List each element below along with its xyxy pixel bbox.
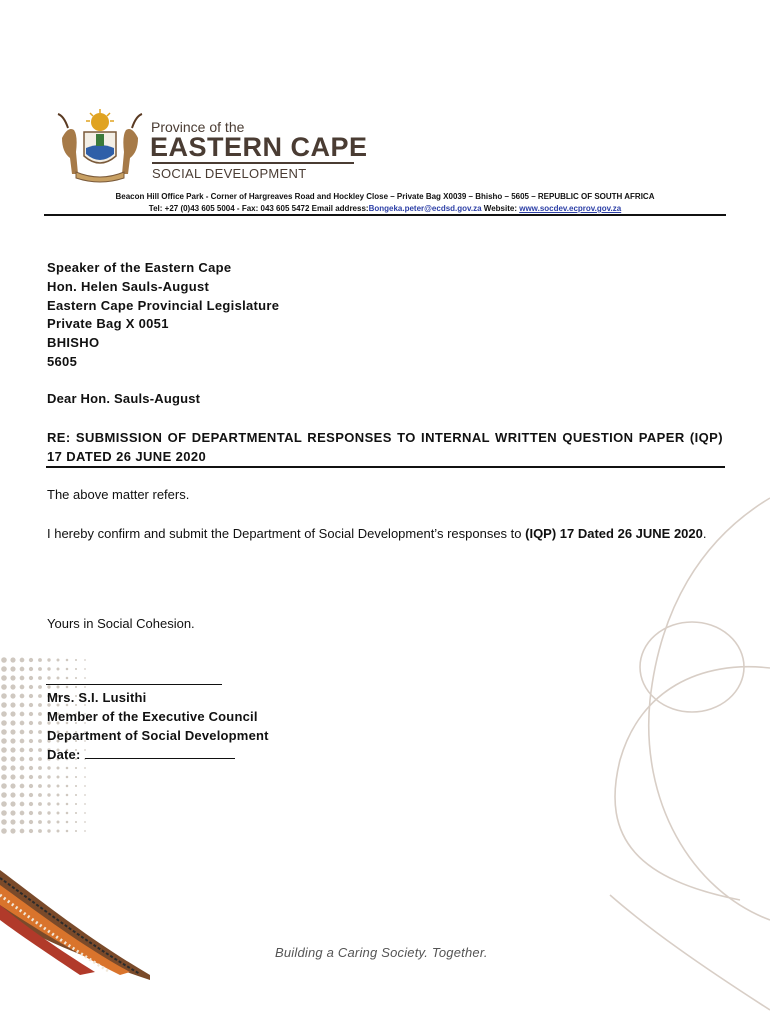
decor-dot: [29, 757, 33, 761]
decor-dot: [10, 684, 15, 689]
body-paragraph-1: The above matter refers.: [47, 487, 190, 502]
decor-dot: [29, 811, 33, 815]
decor-dot: [29, 712, 33, 716]
decor-dot: [20, 703, 25, 708]
decor-dot: [38, 793, 42, 797]
decor-dot: [20, 721, 25, 726]
decor-dot: [1, 783, 7, 789]
decor-dot: [10, 738, 15, 743]
website-label: Website:: [481, 204, 520, 213]
coat-of-arms-logo: [50, 108, 150, 186]
decor-dot: [20, 694, 25, 699]
decor-dot: [1, 729, 7, 735]
decor-dot: [38, 757, 42, 761]
decor-dot: [20, 757, 25, 762]
decor-dot: [38, 739, 42, 743]
decor-dot: [20, 775, 25, 780]
decor-dot: [47, 766, 50, 769]
decor-dot: [57, 668, 60, 671]
contact-prefix: Tel: +27 (0)43 605 5004 - Fax: 043 605 5472 Email address:: [148, 204, 369, 213]
decor-dot: [10, 747, 15, 752]
decor-dot: [1, 828, 7, 834]
decor-dot: [1, 684, 7, 690]
decor-dot: [38, 721, 42, 725]
decor-dot: [84, 830, 86, 832]
date-blank: [85, 747, 235, 759]
decor-dot: [47, 784, 50, 787]
decor-dot: [84, 659, 86, 661]
decor-dot: [20, 784, 25, 789]
decor-dot: [29, 784, 33, 788]
decor-dot: [10, 720, 15, 725]
decor-dot: [38, 658, 42, 662]
decor-dot: [1, 747, 7, 753]
decor-dot: [1, 711, 7, 717]
recipient-line: Eastern Cape Provincial Legislature: [47, 297, 280, 313]
decor-dot: [29, 721, 33, 725]
decor-dot: [29, 739, 33, 743]
beaded-band: [0, 870, 150, 980]
decor-dot: [47, 667, 50, 670]
signatory-title: Member of the Executive Council: [47, 709, 258, 724]
email-link[interactable]: Bongeka.peter@ecdsd.gov.za: [368, 204, 482, 213]
decor-dot: [1, 810, 7, 816]
date-row: [47, 745, 269, 764]
decor-dot: [57, 659, 60, 662]
decor-dot: [57, 812, 60, 815]
decor-dot: [10, 702, 15, 707]
signature-line: [46, 684, 222, 685]
decor-dot: [20, 667, 25, 672]
decor-dot: [29, 694, 33, 698]
decor-dot: [38, 802, 42, 806]
letterhead-contact: [44, 204, 726, 213]
decor-dot: [29, 685, 33, 689]
decor-dot: [66, 767, 69, 770]
letterhead-province-name: EASTERN CAPE: [150, 132, 368, 162]
decor-dot: [10, 819, 15, 824]
decor-dot: [10, 756, 15, 761]
decor-dot: [20, 748, 25, 753]
decor-dot: [20, 712, 25, 717]
decor-dot: [10, 765, 15, 770]
decor-dot: [75, 677, 77, 679]
decor-dot: [10, 792, 15, 797]
decor-dot: [10, 657, 15, 662]
decor-dot: [1, 738, 7, 744]
recipient-line: 5605: [47, 353, 78, 369]
paragraph-2-end: .: [702, 526, 707, 541]
decor-dot: [38, 748, 42, 752]
footer-tagline: Building a Caring Society. Together.: [275, 945, 488, 960]
decor-dot: [29, 829, 33, 833]
decor-dot: [38, 820, 42, 824]
signature-block: [47, 688, 269, 764]
decor-dot: [20, 739, 25, 744]
decor-dot: [20, 658, 25, 663]
decor-dot: [20, 685, 25, 690]
decor-dot: [66, 776, 69, 779]
decor-dot: [10, 675, 15, 680]
decor-dot: [66, 785, 69, 788]
decor-dot: [75, 767, 77, 769]
decor-dot: [38, 685, 42, 689]
decor-dot: [29, 820, 33, 824]
decor-dot: [38, 676, 42, 680]
decorative-arcs: [610, 498, 770, 1010]
decor-dot: [75, 785, 77, 787]
decor-dot: [75, 803, 77, 805]
decor-dot: [38, 703, 42, 707]
website-link[interactable]: www.socdev.ecprov.gov.za: [519, 204, 622, 213]
subject-rule: [46, 466, 725, 468]
decor-dot: [1, 720, 7, 726]
recipient-address: [47, 259, 279, 372]
decor-dot: [10, 783, 15, 788]
decor-dot: [75, 830, 77, 832]
decor-dot: [38, 694, 42, 698]
decor-dot: [1, 675, 7, 681]
decor-dot: [1, 693, 7, 699]
decor-dot: [38, 811, 42, 815]
decor-dot: [29, 748, 33, 752]
letterhead-address: Beacon Hill Office Park - Corner of Hargreaves Road and Hockley Close – Private Bag X0039 – Bhisho – 5605 – REPUBLIC OF SOUTH AFRICA: [115, 192, 655, 201]
decor-dot: [1, 801, 7, 807]
decor-dot: [20, 820, 25, 825]
recipient-line: BHISHO: [47, 335, 100, 351]
decor-dot: [66, 803, 69, 806]
decor-dot: [1, 702, 7, 708]
recipient-line: Speaker of the Eastern Cape: [47, 260, 232, 275]
decor-dot: [84, 803, 86, 805]
decor-dot: [57, 803, 60, 806]
decor-dot: [84, 785, 86, 787]
decor-dot: [57, 776, 60, 779]
decor-dot: [29, 667, 33, 671]
decor-dot: [29, 793, 33, 797]
decor-dot: [57, 821, 60, 824]
decor-dot: [66, 830, 69, 833]
decor-dot: [84, 794, 86, 796]
decor-dot: [20, 829, 25, 834]
letterhead-department: SOCIAL DEVELOPMENT: [152, 166, 307, 181]
decor-dot: [1, 657, 7, 663]
decor-dot: [47, 829, 50, 832]
decor-dot: [57, 830, 60, 833]
decor-dot: [20, 676, 25, 681]
decor-dot: [66, 668, 69, 671]
decor-dot: [66, 677, 69, 680]
decor-dot: [84, 767, 86, 769]
date-label: Date:: [47, 747, 81, 762]
signatory-department: Department of Social Development: [47, 728, 269, 743]
decor-dot: [1, 765, 7, 771]
decor-dot: [57, 785, 60, 788]
decor-dot: [29, 775, 33, 779]
subject-line: RE: SUBMISSION OF DEPARTMENTAL RESPONSES TO INTERNAL WRITTEN QUESTION PAPER (IQP) 17 DATED 26 JUNE 2020: [47, 430, 723, 464]
letterhead-province-of: Province of the: [151, 119, 245, 135]
decor-dot: [75, 668, 77, 670]
decor-dot: [10, 828, 15, 833]
decor-dot: [20, 802, 25, 807]
decor-dot: [47, 658, 50, 661]
decor-dot: [47, 811, 50, 814]
decor-dot: [29, 658, 33, 662]
decor-dot: [47, 676, 50, 679]
decor-dot: [38, 730, 42, 734]
decor-dot: [10, 711, 15, 716]
decor-dot: [10, 729, 15, 734]
decor-dot: [57, 767, 60, 770]
decor-dot: [20, 793, 25, 798]
decor-dot: [75, 794, 77, 796]
decor-dot: [29, 766, 33, 770]
decor-dot: [38, 829, 42, 833]
decor-dot: [84, 776, 86, 778]
decor-dot: [38, 775, 42, 779]
header-rule: [44, 214, 726, 216]
decor-dot: [47, 775, 50, 778]
decor-dot: [75, 812, 77, 814]
decor-dot: [66, 821, 69, 824]
decor-dot: [10, 693, 15, 698]
decor-dot: [20, 766, 25, 771]
decor-dot: [84, 668, 86, 670]
decor-dot: [66, 659, 69, 662]
decor-dot: [10, 666, 15, 671]
decor-dot: [1, 792, 7, 798]
decor-dot: [84, 812, 86, 814]
decor-dot: [84, 677, 86, 679]
decor-dot: [57, 794, 60, 797]
paragraph-2-text: I hereby confirm and submit the Department of Social Development’s responses to: [47, 526, 526, 541]
decor-dot: [38, 784, 42, 788]
decor-dot: [47, 820, 50, 823]
decor-dot: [29, 730, 33, 734]
decor-dot: [38, 667, 42, 671]
closing-line: Yours in Social Cohesion.: [47, 616, 195, 631]
decor-dot: [29, 703, 33, 707]
decor-dot: [1, 774, 7, 780]
decor-dot: [75, 776, 77, 778]
decor-dot: [75, 821, 77, 823]
decor-dot: [29, 802, 33, 806]
decor-dot: [75, 659, 77, 661]
recipient-line: Private Bag X 0051: [47, 316, 169, 332]
decor-dot: [1, 666, 7, 672]
decor-dot: [10, 810, 15, 815]
signatory-name: Mrs. S.I. Lusithi: [47, 690, 147, 705]
decor-dot: [38, 712, 42, 716]
paragraph-2-reference: (IQP) 17 Dated 26 JUNE 2020: [525, 526, 703, 541]
decor-dot: [66, 794, 69, 797]
decor-dot: [84, 821, 86, 823]
decor-dot: [10, 774, 15, 779]
decor-dot: [38, 766, 42, 770]
decor-dot: [47, 793, 50, 796]
body-paragraph-2: [47, 524, 723, 544]
salutation: Dear Hon. Sauls-August: [47, 391, 201, 406]
letterhead-divider: [152, 162, 354, 164]
recipient-line: Hon. Helen Sauls-August: [47, 278, 210, 294]
decor-dot: [20, 730, 25, 735]
decor-dot: [1, 819, 7, 825]
decor-dot: [47, 802, 50, 805]
decor-dot: [29, 676, 33, 680]
decor-dot: [66, 812, 69, 815]
decor-dot: [57, 677, 60, 680]
decor-dot: [20, 811, 25, 816]
decor-dot: [10, 801, 15, 806]
decor-dot: [1, 756, 7, 762]
